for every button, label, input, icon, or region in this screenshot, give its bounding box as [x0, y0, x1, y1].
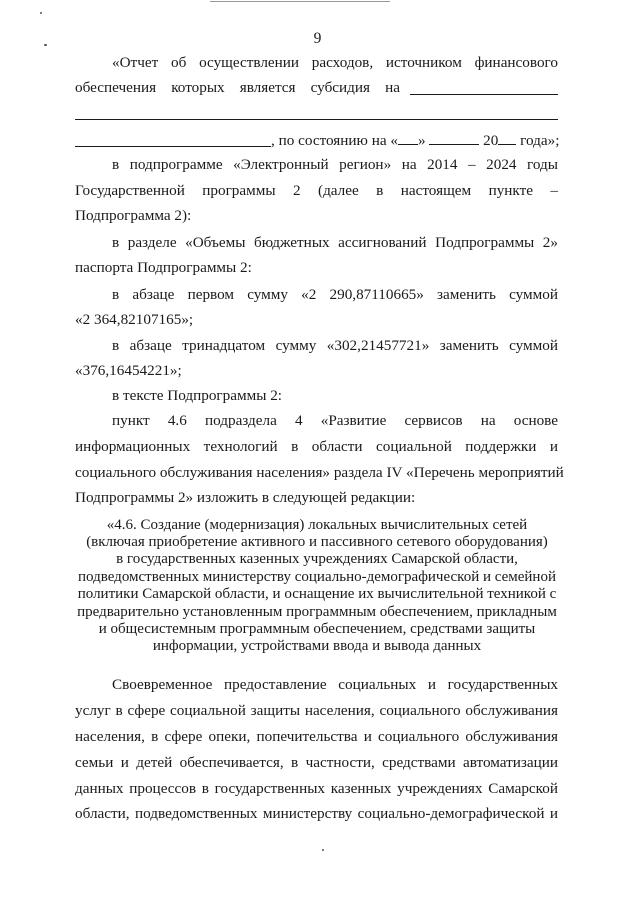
- blank-underline: [398, 131, 418, 145]
- paragraph-line: в абзаце тринадцатом сумму «302,21457721» заменить суммой: [112, 337, 558, 354]
- section-heading-line: «4.6. Создание (модернизация) локальных вычислительных сетей: [106, 517, 528, 533]
- line-text: , по состоянию на «: [271, 132, 398, 149]
- section-heading-line: подведомственных министерству социально-демографической и семейной: [78, 569, 556, 585]
- blank-underline: [75, 146, 271, 147]
- top-edge-mark: [210, 1, 390, 2]
- line-text: »: [417, 132, 426, 149]
- paragraph-line: данных процессов в государственных казенных учреждениях Самарской: [75, 780, 558, 797]
- paragraph-line: в разделе «Объемы бюджетных ассигнований Подпрограммы 2»: [112, 234, 558, 251]
- paragraph-line: населения, в сфере опеки, попечительства и социального обслуживания: [75, 728, 558, 745]
- blank-underline: [429, 131, 479, 145]
- paragraph-line: Подпрограммы 2» изложить в следующей редакции:: [75, 489, 416, 506]
- blank-underline: [498, 131, 516, 145]
- paragraph-line: Своевременное предоставление социальных и государственных: [112, 676, 558, 693]
- scan-speck: [322, 849, 324, 851]
- paragraph-line: Подпрограмма 2):: [75, 207, 192, 224]
- paragraph-line: социального обслуживания населения» раздела IV «Перечень мероприятий: [75, 464, 564, 481]
- section-heading-line: и общесистемным программным обеспечением, средствами защиты: [98, 621, 536, 637]
- blank-underline: [410, 94, 558, 95]
- section-heading-line: (включая приобретение активного и пассивного сетевого оборудования): [86, 534, 548, 550]
- section-heading-line: предварительно установленным программным обеспечением, прикладным: [77, 604, 557, 620]
- paragraph-line: [75, 79, 400, 97]
- line-text: обеспечения которых является субсидия на: [75, 79, 400, 96]
- line-text: года»;: [520, 132, 560, 149]
- paragraph-line: в тексте Подпрограммы 2:: [112, 387, 283, 404]
- paragraph-line: услуг в сфере социальной защиты населения, социального обслуживания: [75, 702, 558, 719]
- paragraph-line: области, подведомственных министерству социально-демографической и: [75, 805, 558, 822]
- blank-underline: [75, 119, 558, 120]
- page-number: 9: [313, 30, 322, 47]
- paragraph-line: Государственной программы 2 (далее в настоящем пункте –: [75, 182, 558, 199]
- section-heading-line: в государственных казенных учреждениях Самарской области,: [116, 551, 518, 567]
- paragraph-line: «Отчет об осуществлении расходов, источником финансового: [112, 54, 558, 71]
- paragraph-line: пункт 4.6 подраздела 4 «Развитие сервисов на основе: [112, 412, 558, 429]
- paragraph-line: паспорта Подпрограммы 2:: [75, 259, 252, 276]
- paragraph-line: [271, 131, 559, 150]
- paragraph-line: в подпрограмме «Электронный регион» на 2014 – 2024 годы: [112, 156, 558, 173]
- section-heading-line: информации, устройствами ввода и вывода данных: [152, 638, 482, 654]
- paragraph-line: информационных технологий в области социальной поддержки и: [75, 438, 558, 455]
- paragraph-line: в абзаце первом сумму «2 290,87110665» заменить суммой: [112, 286, 558, 303]
- paragraph-line: семьи и детей обеспечивается, в частности, средствами автоматизации: [75, 754, 558, 771]
- paragraph-line: «2 364,82107165»;: [75, 311, 194, 328]
- line-text: 20: [483, 132, 499, 149]
- paragraph-line: «376,16454221»;: [75, 362, 182, 379]
- section-heading-line: политики Самарской области, и оснащение их вычислительной техникой с: [77, 586, 557, 602]
- scan-speck: [40, 12, 42, 14]
